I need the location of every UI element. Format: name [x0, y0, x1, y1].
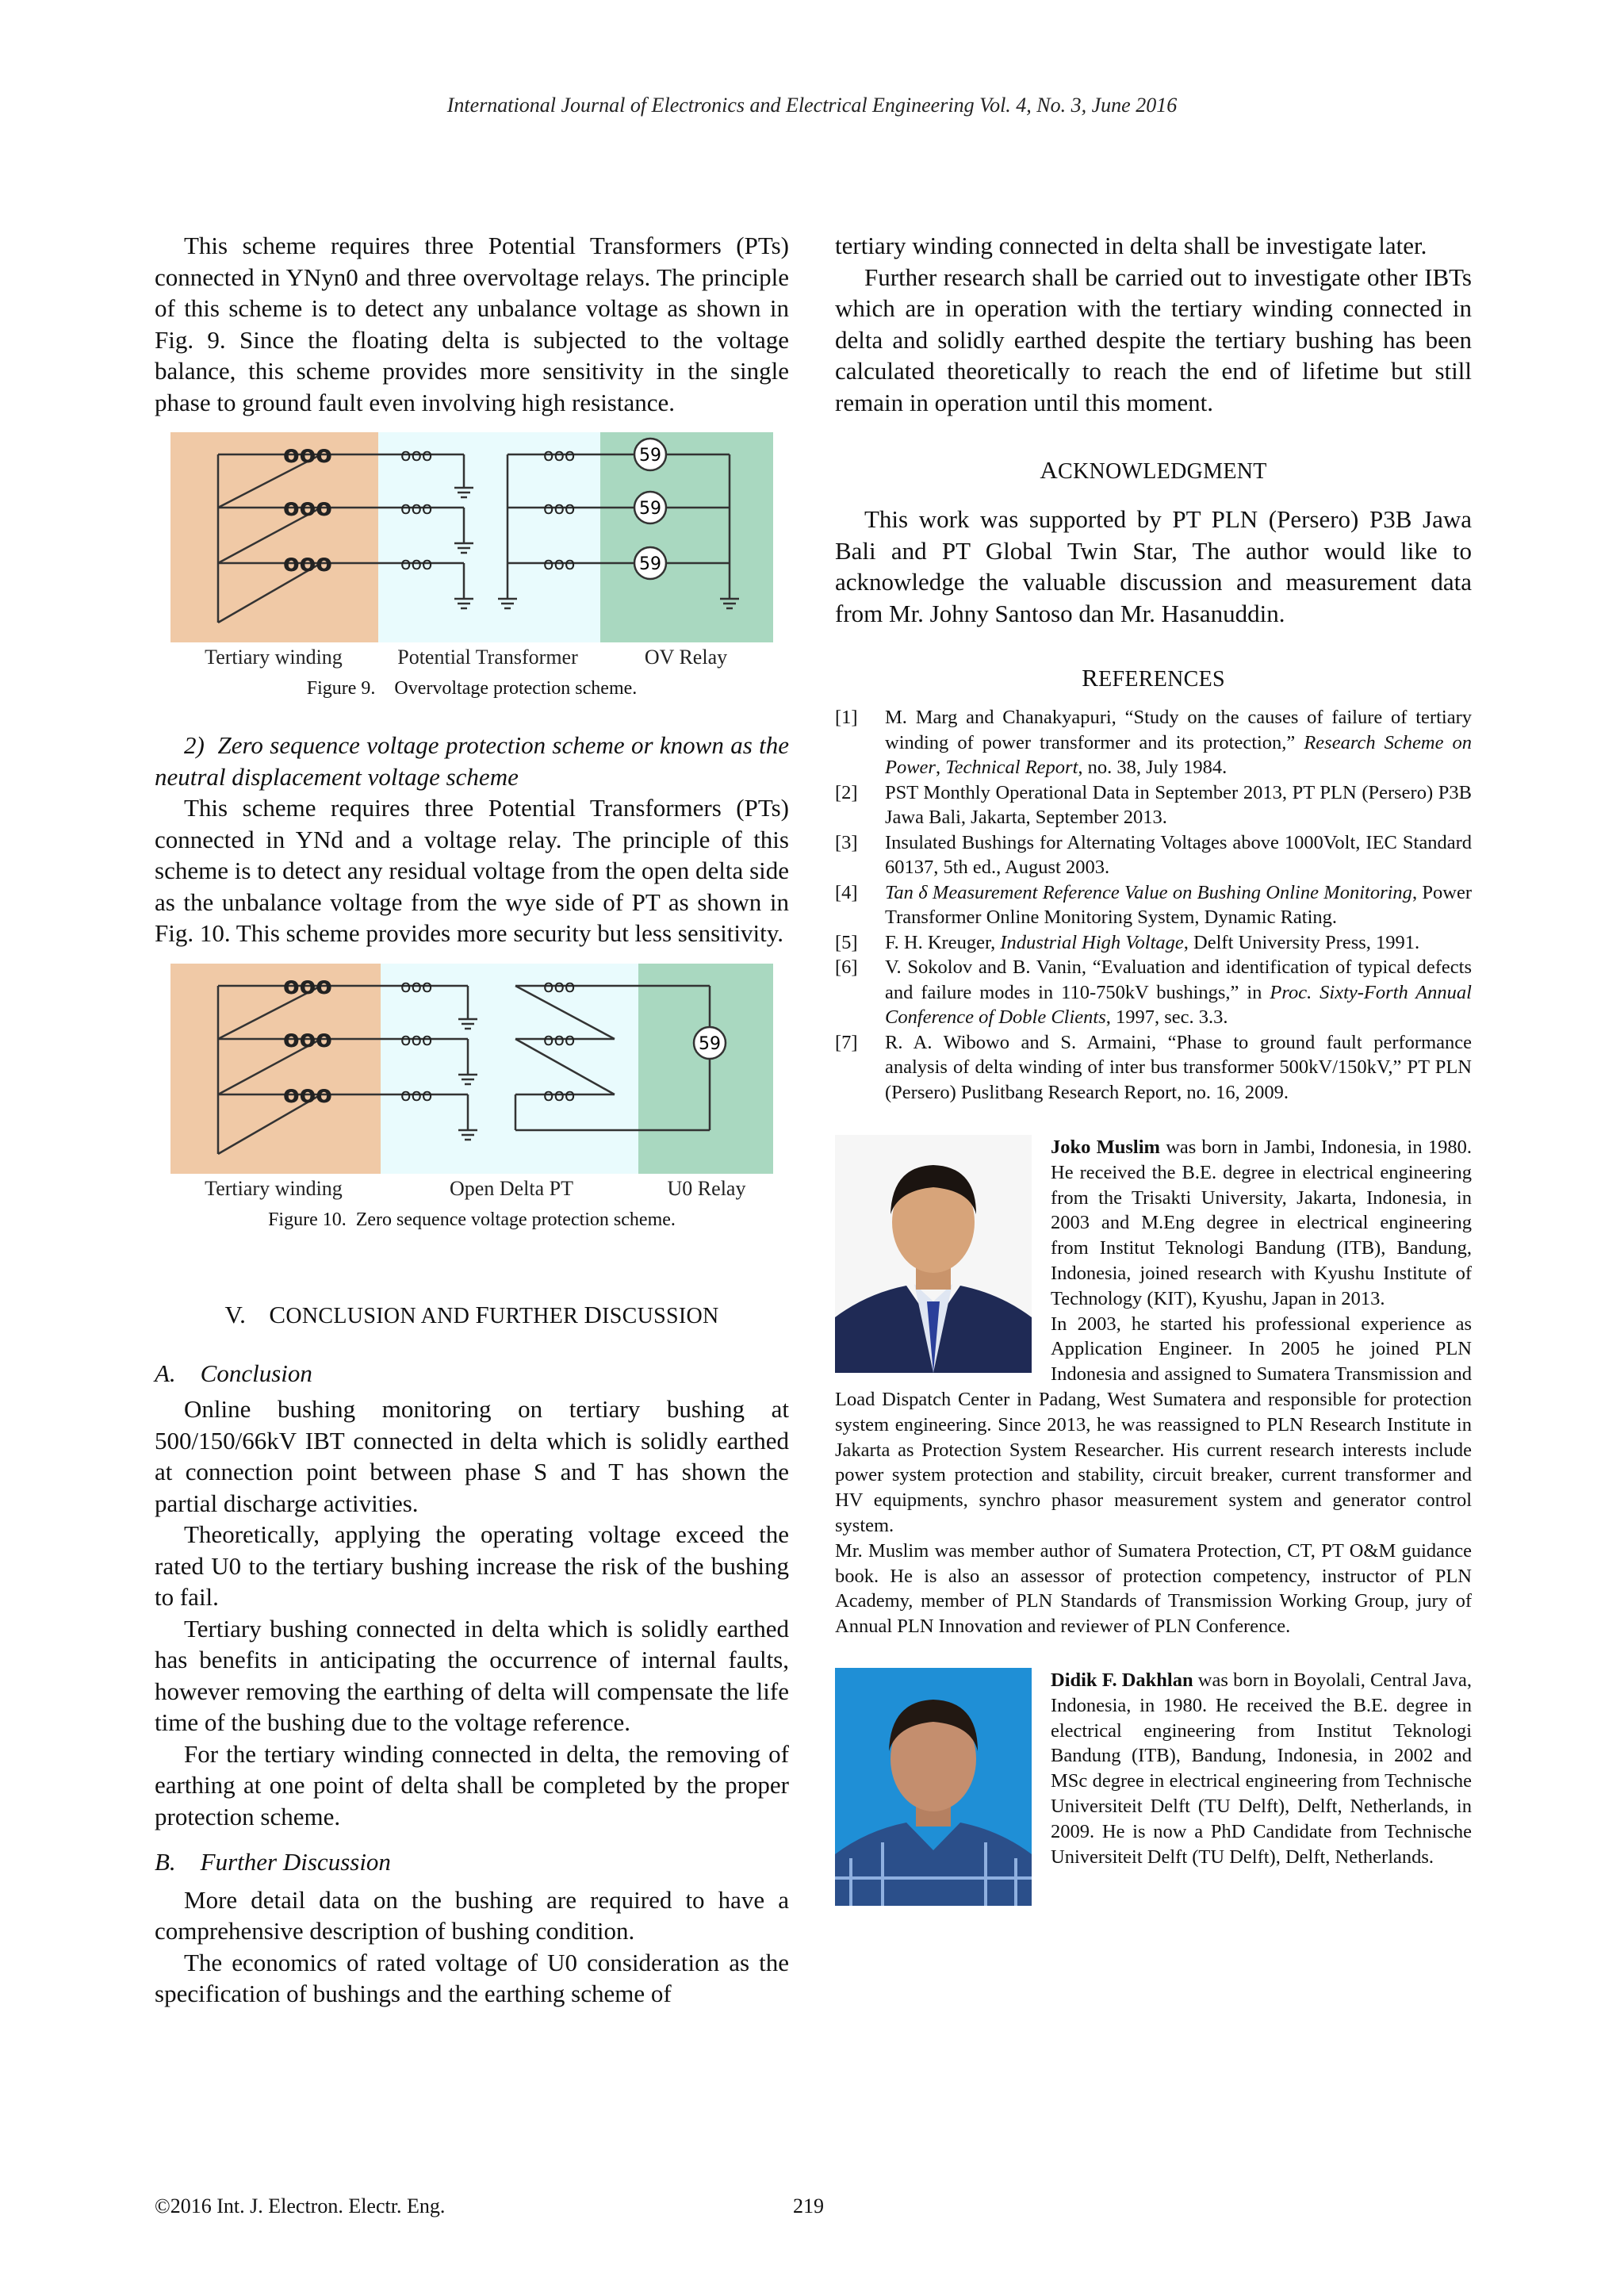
relay-zone [638, 964, 773, 1174]
reference-list [835, 705, 1472, 1105]
coil-icon: ooo [400, 1085, 433, 1106]
coil-icon: ooo [283, 972, 332, 1000]
reference-text: Research Scheme on Power [885, 731, 1472, 778]
bio-1-paragraph-2: In 2003, he started his professional experience as Application Engineer. In 2005 he joined PLN Indonesia and assigned to Sumatera Transmission and Load Dispatch Center in Padang, West Sumatera and responsible for protection system engineering. Since 2013, he was reassigned to PLN Research Institute in Jakarta as Protection System Researcher. His current research interests include power system protection and stability, circuit breaker, current transformer and HV equipments, synchro phasor measurement system and generator control system. [835, 1313, 1472, 1536]
relay-label: 59 [639, 499, 661, 519]
figure-9-caption: Figure 9. Overvoltage protection scheme. [306, 678, 638, 699]
conclusion-paragraph: Tertiary bushing connected in delta which is solidly earthed has benefits in anticipating the occurrence of internal faults, however removing the earthing of delta will compensate the life time of the bushing due to the voltage reference. [155, 1614, 789, 1736]
right-column [835, 230, 1472, 1911]
section-word: URTHER [489, 1303, 584, 1328]
figure-10-caption: Figure 10. Zero sequence voltage protection scheme. [268, 1209, 676, 1230]
left-column [155, 230, 789, 2010]
reference-text: Proc. Sixty-Forth Annual Conference of Doble Clients [885, 981, 1472, 1028]
bio-2-body: was born in Boyolali, Central Java, Indonesia, in 1980. He received the B.E. degree in electrical engineering from Institut Teknologi Bandung (ITB), Bandung, Indonesia, in 2002 and MSc degree in electrical engineering from Technische Universiteit Delft (TU Delft), Delft, Netherlands, in 2009. He is now a PhD Candidate from Technische Universiteit Delft (TU Delft), Delft, Netherlands. [1051, 1669, 1472, 1868]
bio-1-body: was born in Jambi, Indonesia, in 1980. He received the B.E. degree in electrical engineering from the Trisakti University, Jakarta, Indonesia, in 2003 and M.Eng degree in electrical engineering from Institut Teknologi Bandung (ITB), Bandung, Indonesia, joined research with Kyushu Institute of Technology (KIT), Kyushu, Japan in 2013. [1051, 1137, 1472, 1309]
reference-number: [3] [835, 831, 858, 853]
author-bio-2 [835, 1668, 1472, 1869]
conclusion-paragraph: For the tertiary winding connected in delta, the removing of earthing at one point of delta shall be completed by the proper protection scheme. [155, 1739, 789, 1830]
relay-zone [600, 432, 773, 642]
coil-icon: ooo [283, 1025, 332, 1053]
reference-number: [4] [835, 881, 858, 903]
reference-text: Technical Report [945, 757, 1078, 778]
reference-text: , no. 38, July 1984. [1078, 757, 1228, 778]
author-photo-2 [835, 1668, 1032, 1906]
reference-item [835, 830, 1472, 880]
section-word: ISCUSSION [602, 1303, 719, 1328]
coil-icon: ooo [400, 1029, 433, 1050]
reference-item [835, 1030, 1472, 1106]
reference-text: , [935, 757, 946, 778]
relay-label: 59 [639, 446, 661, 466]
bio-1-paragraph-3: Mr. Muslim was member author of Sumatera Protection, CT, PT O&M guidance book. He is also an assessor of protection competency, instructor of PLN Academy, member of PLN Standards of Transmission Working Group, jury of Annual PLN Innovation and reviewer of PLN Conference. [835, 1539, 1472, 1638]
subheading-zero-sequence: 2) Zero sequence voltage protection scheme or known as the neutral displacement voltage scheme [155, 731, 789, 791]
coil-icon: ooo [283, 494, 332, 522]
coil-icon: ooo [283, 441, 332, 469]
bio-1-name: Joko Muslim [1051, 1137, 1160, 1158]
reference-text: M. Marg and Chanakyapuri, “Study on the causes of failure of tertiary winding of power transformer and its protection,” [885, 707, 1472, 753]
section-initial: C [269, 1300, 286, 1328]
conclusion-paragraph: Online bushing monitoring on tertiary bushing at 500/150/66kV IBT connected in delta which is solidly earthed at connection point between phase S and T has shown the partial discharge activities. [155, 1395, 789, 1517]
label-u0-relay: U0 Relay [667, 1176, 746, 1200]
section-heading-acknowledgment [835, 456, 1472, 485]
coil-icon: ooo [283, 1080, 332, 1109]
coil-icon: ooo [543, 554, 576, 574]
reference-text: V. Sokolov and B. Vanin, “Evaluation and identification of typical defects and failure modes in 110-750kV bushings,” in [885, 956, 1472, 1003]
paragraph-scheme-2: This scheme requires three Potential Transformers (PTs) connected in YNd and a voltage relay. The principle of this scheme is to detect any residual voltage from the open delta side as the unbalance voltage from the wye side of PT as shown in Fig. 10. This scheme provides more security but less sensitivity. [155, 794, 789, 947]
reference-text: Tan δ Measurement Reference Value on Bushing Online Monitoring [885, 881, 1412, 903]
relay-label: 59 [639, 554, 661, 574]
section-initial: F [475, 1300, 490, 1328]
reference-number: [5] [835, 931, 858, 953]
reference-text: Insulated Bushings for Alternating Voltages above 1000Volt, IEC Standard 60137, 5th ed., August 2003. [885, 831, 1472, 878]
section-word: ONCLUSION AND [285, 1303, 476, 1328]
reference-item [835, 780, 1472, 830]
reference-number: [6] [835, 956, 858, 978]
further-research-paragraph: Further research shall be carried out to investigate other IBTs which are in operation with the tertiary winding connected in delta and solidly earthed despite the tertiary bushing has been calculated theoretically to reach the end of lifetime but still remain in operation until this moment. [835, 263, 1472, 416]
relay-label: 59 [699, 1033, 721, 1054]
section-number: V. [224, 1300, 247, 1328]
conclusion-paragraph: Theoretically, applying the operating voltage exceed the rated U0 to the tertiary bushing increase the risk of the bushing to fail. [155, 1520, 789, 1611]
author-bio-1 [835, 1135, 1472, 1639]
further-paragraph: More detail data on the bushing are required to have a comprehensive description of bushing condition. [155, 1885, 789, 1945]
further-paragraph: The economics of rated voltage of U0 consideration as the specification of bushings and the earthing scheme of [155, 1948, 789, 2007]
coil-icon: ooo [543, 1085, 576, 1106]
avatar [835, 1135, 1032, 1373]
coil-icon: ooo [543, 976, 576, 997]
coil-icon: ooo [543, 446, 576, 466]
bio-2-name: Didik F. Dakhlan [1051, 1669, 1193, 1691]
avatar [835, 1668, 1032, 1906]
figure-9 [170, 432, 773, 670]
author-photo-1 [835, 1135, 1032, 1373]
label-tertiary: Tertiary winding [205, 1176, 343, 1200]
reference-text: , 1997, sec. 3.3. [1105, 1006, 1228, 1028]
section-word: CKNOWLEDGMENT [1058, 459, 1267, 484]
subheading-further-discussion: B. Further Discussion [155, 1848, 391, 1876]
coil-icon: ooo [283, 550, 332, 577]
reference-item [835, 955, 1472, 1030]
coil-icon: ooo [400, 554, 433, 574]
coil-icon: ooo [400, 976, 433, 997]
label-tertiary: Tertiary winding [205, 646, 343, 669]
coil-icon: ooo [543, 499, 576, 519]
reference-item [835, 705, 1472, 780]
paragraph-scheme-1: This scheme requires three Potential Transformers (PTs) connected in YNyn0 and three overvoltage relays. The principle of this scheme is to detect any unbalance voltage as shown in Fig. 9. Since the floating delta is subjected to the voltage balance, this scheme provides more sensitivity in the single phase to ground fault even involving high resistance. [155, 232, 789, 416]
journal-header: International Journal of Electronics and Electrical Engineering Vol. 4, No. 3, June 2016 [446, 94, 1178, 117]
section-word: EFERENCES [1098, 667, 1225, 692]
reference-item [835, 930, 1472, 956]
reference-number: [2] [835, 781, 858, 803]
tertiary-zone [170, 964, 381, 1174]
section-heading-references [835, 664, 1472, 692]
figure-10 [170, 964, 773, 1202]
reference-text: , Power Transformer Online Monitoring System, Dynamic Rating. [885, 881, 1472, 928]
reference-text: F. H. Kreuger, [885, 931, 1001, 953]
coil-icon: ooo [400, 446, 433, 466]
section-heading-conclusion [155, 1301, 789, 1329]
subheading-conclusion: A. Conclusion [155, 1359, 312, 1387]
figure-9-diagram [170, 432, 773, 670]
coil-icon: ooo [543, 1029, 576, 1050]
reference-text: R. A. Wibowo and S. Armaini, “Phase to ground fault performance analysis of delta winding of inter bus transformer 500kV/150kV,” PT PLN (Persero) Puslitbang Research Report, no. 16, 2009. [885, 1031, 1472, 1103]
coil-icon: ooo [400, 499, 433, 519]
section-initial: D [584, 1300, 603, 1328]
acknowledgment-text: This work was supported by PT PLN (Persero) P3B Jawa Bali and PT Global Twin Star, The author would like to acknowledge the valuable discussion and measurement data from Mr. Johny Santoso dan Mr. Hasanuddin. [835, 505, 1472, 627]
reference-number: [1] [835, 707, 858, 728]
figure-10-diagram [170, 964, 773, 1202]
reference-text: PST Monthly Operational Data in September 2013, PT PLN (Persero) P3B Jawa Bali, Jakarta, September 2013. [885, 781, 1472, 828]
reference-text: Industrial High Voltage [1000, 931, 1184, 953]
section-initial: R [1082, 664, 1099, 692]
reference-item [835, 880, 1472, 930]
footer-copyright: ©2016 Int. J. Electron. Electr. Eng. [155, 2194, 446, 2217]
reference-number: [7] [835, 1031, 858, 1053]
tertiary-zone [170, 432, 378, 642]
section-initial: A [1040, 456, 1059, 484]
label-open-delta: Open Delta PT [450, 1176, 573, 1200]
continued-paragraph: tertiary winding connected in delta shall be investigate later. [835, 232, 1427, 259]
reference-text: , Delft University Press, 1991. [1183, 931, 1420, 953]
label-pt: Potential Transformer [397, 646, 578, 669]
label-relay: OV Relay [644, 646, 728, 669]
page-number: 219 [793, 2194, 824, 2217]
